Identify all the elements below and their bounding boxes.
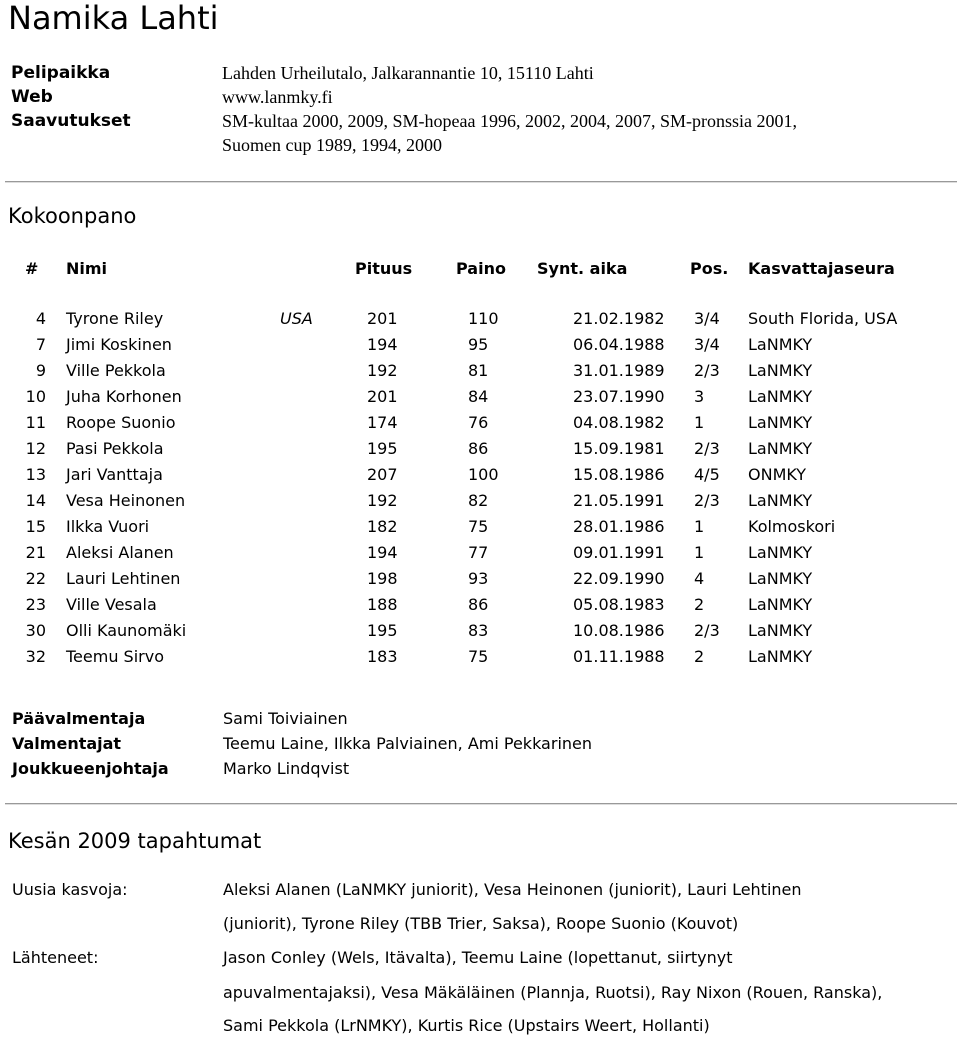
player-club: LaNMKY — [748, 335, 813, 354]
player-position: 2/3 — [694, 491, 720, 510]
table-row — [0, 566, 960, 592]
player-number: 14 — [25, 491, 46, 510]
col-header-height: Pituus — [355, 259, 413, 278]
player-nationality: USA — [280, 309, 313, 328]
player-weight: 95 — [468, 335, 489, 354]
staff-value-team-manager: Marko Lindqvist — [223, 759, 350, 778]
player-weight: 83 — [468, 621, 489, 640]
staff-label-head-coach: Päävalmentaja — [12, 709, 146, 728]
player-number: 7 — [35, 335, 46, 354]
new-players-label: Uusia kasvoja: — [12, 880, 128, 899]
departed-players-line-3: Sami Pekkola (LrNMKY), Kurtis Rice (Upstairs Weert, Hollanti) — [223, 1016, 710, 1035]
player-position: 2 — [694, 647, 705, 666]
player-height: 182 — [367, 517, 398, 536]
table-row — [0, 514, 960, 540]
player-weight: 110 — [468, 309, 499, 328]
player-height: 195 — [367, 621, 398, 640]
staff-label-coaches: Valmentajat — [12, 734, 122, 753]
player-birthdate: 23.07.1990 — [573, 387, 665, 406]
player-name: Aleksi Alanen — [66, 543, 174, 562]
staff-value-coaches: Teemu Laine, Ilkka Palviainen, Ami Pekkarinen — [223, 734, 593, 753]
player-birthdate: 22.09.1990 — [573, 569, 665, 588]
player-weight: 84 — [468, 387, 489, 406]
player-position: 2 — [694, 595, 705, 614]
info-value-achievements-line-2: Suomen cup 1989, 1994, 2000 — [222, 135, 442, 155]
table-row — [0, 436, 960, 462]
table-row — [0, 410, 960, 436]
player-number: 10 — [25, 387, 46, 406]
player-number: 32 — [25, 647, 46, 666]
table-row — [0, 592, 960, 618]
player-name: Ville Vesala — [66, 595, 157, 614]
player-club: LaNMKY — [748, 569, 813, 588]
player-position: 3 — [694, 387, 705, 406]
player-weight: 100 — [468, 465, 499, 484]
player-position: 4 — [694, 569, 705, 588]
info-value-web[interactable]: www.lanmky.fi — [222, 87, 333, 107]
col-header-club: Kasvattajaseura — [748, 259, 895, 278]
player-name: Olli Kaunomäki — [66, 621, 187, 640]
player-weight: 82 — [468, 491, 489, 510]
player-position: 1 — [694, 413, 705, 432]
player-birthdate: 05.08.1983 — [573, 595, 665, 614]
summer-heading: Kesän 2009 tapahtumat — [8, 829, 262, 853]
player-name: Lauri Lehtinen — [66, 569, 181, 588]
player-weight: 77 — [468, 543, 489, 562]
player-club: LaNMKY — [748, 387, 813, 406]
player-position: 1 — [694, 517, 705, 536]
player-name: Vesa Heinonen — [66, 491, 186, 510]
table-row — [0, 306, 960, 332]
player-club: LaNMKY — [748, 647, 813, 666]
player-position: 2/3 — [694, 439, 720, 458]
player-number: 15 — [25, 517, 46, 536]
player-number: 4 — [35, 309, 46, 328]
player-club: LaNMKY — [748, 439, 813, 458]
player-name: Ville Pekkola — [66, 361, 166, 380]
player-weight: 86 — [468, 595, 489, 614]
new-players-line-2: (juniorit), Tyrone Riley (TBB Trier, Saksa), Roope Suonio (Kouvot) — [223, 914, 739, 933]
col-header-name: Nimi — [66, 259, 108, 278]
col-header-number: # — [25, 259, 39, 278]
table-row — [0, 540, 960, 566]
col-header-position: Pos. — [690, 259, 729, 278]
player-club: LaNMKY — [748, 543, 813, 562]
info-label-web: Web — [11, 87, 53, 107]
table-row — [0, 332, 960, 358]
table-row — [0, 644, 960, 670]
player-birthdate: 21.02.1982 — [573, 309, 665, 328]
player-name: Juha Korhonen — [66, 387, 182, 406]
player-name: Pasi Pekkola — [66, 439, 164, 458]
info-value-achievements-line-1: SM-kultaa 2000, 2009, SM-hopeaa 1996, 2002, 2004, 2007, SM-pronssia 2001, — [222, 111, 797, 131]
player-club: LaNMKY — [748, 621, 813, 640]
player-birthdate: 01.11.1988 — [573, 647, 665, 666]
table-row — [0, 488, 960, 514]
player-position: 3/4 — [694, 335, 720, 354]
player-height: 174 — [367, 413, 398, 432]
player-birthdate: 10.08.1986 — [573, 621, 665, 640]
player-number: 12 — [25, 439, 46, 458]
info-label-venue: Pelipaikka — [11, 63, 111, 83]
player-name: Tyrone Riley — [66, 309, 164, 328]
player-weight: 86 — [468, 439, 489, 458]
divider — [5, 803, 957, 804]
departed-players-label: Lähteneet: — [12, 948, 99, 967]
player-number: 22 — [25, 569, 46, 588]
player-position: 1 — [694, 543, 705, 562]
player-height: 194 — [367, 543, 398, 562]
player-number: 21 — [25, 543, 46, 562]
table-row — [0, 462, 960, 488]
player-birthdate: 09.01.1991 — [573, 543, 665, 562]
player-height: 188 — [367, 595, 398, 614]
info-label-achievements: Saavutukset — [11, 111, 131, 131]
staff-value-head-coach: Sami Toiviainen — [223, 709, 348, 728]
player-name: Jimi Koskinen — [66, 335, 172, 354]
player-height: 183 — [367, 647, 398, 666]
player-position: 4/5 — [694, 465, 720, 484]
player-club: LaNMKY — [748, 361, 813, 380]
player-number: 11 — [25, 413, 46, 432]
new-players-line-1: Aleksi Alanen (LaNMKY juniorit), Vesa Heinonen (juniorit), Lauri Lehtinen — [223, 880, 802, 899]
player-birthdate: 21.05.1991 — [573, 491, 665, 510]
player-height: 198 — [367, 569, 398, 588]
player-club: Kolmoskori — [748, 517, 836, 536]
player-weight: 81 — [468, 361, 489, 380]
player-club: LaNMKY — [748, 413, 813, 432]
player-weight: 75 — [468, 517, 489, 536]
divider — [5, 181, 957, 182]
player-birthdate: 15.08.1986 — [573, 465, 665, 484]
player-height: 192 — [367, 491, 398, 510]
table-row — [0, 618, 960, 644]
staff-label-team-manager: Joukkueenjohtaja — [12, 759, 169, 778]
player-height: 207 — [367, 465, 398, 484]
player-height: 194 — [367, 335, 398, 354]
player-number: 30 — [25, 621, 46, 640]
player-club: ONMKY — [748, 465, 807, 484]
player-club: South Florida, USA — [748, 309, 898, 328]
page-title: Namika Lahti — [8, 0, 219, 37]
info-value-venue: Lahden Urheilutalo, Jalkarannantie 10, 15110 Lahti — [222, 63, 594, 83]
player-position: 2/3 — [694, 621, 720, 640]
player-club: LaNMKY — [748, 491, 813, 510]
player-height: 192 — [367, 361, 398, 380]
table-row — [0, 384, 960, 410]
table-row — [0, 358, 960, 384]
player-position: 3/4 — [694, 309, 720, 328]
player-birthdate: 04.08.1982 — [573, 413, 665, 432]
col-header-weight: Paino — [456, 259, 506, 278]
player-name: Roope Suonio — [66, 413, 176, 432]
player-height: 195 — [367, 439, 398, 458]
player-name: Teemu Sirvo — [66, 647, 164, 666]
player-number: 13 — [25, 465, 46, 484]
player-birthdate: 15.09.1981 — [573, 439, 665, 458]
player-birthdate: 31.01.1989 — [573, 361, 665, 380]
player-position: 2/3 — [694, 361, 720, 380]
player-name: Ilkka Vuori — [66, 517, 150, 536]
player-height: 201 — [367, 309, 398, 328]
player-weight: 76 — [468, 413, 489, 432]
player-club: LaNMKY — [748, 595, 813, 614]
player-weight: 75 — [468, 647, 489, 666]
player-number: 23 — [25, 595, 46, 614]
departed-players-line-2: apuvalmentajaksi), Vesa Mäkäläinen (Plannja, Ruotsi), Ray Nixon (Rouen, Ranska), — [223, 983, 883, 1002]
player-birthdate: 06.04.1988 — [573, 335, 665, 354]
player-number: 9 — [35, 361, 46, 380]
player-birthdate: 28.01.1986 — [573, 517, 665, 536]
col-header-birthdate: Synt. aika — [537, 259, 628, 278]
player-weight: 93 — [468, 569, 489, 588]
roster-heading: Kokoonpano — [8, 204, 137, 228]
player-name: Jari Vanttaja — [66, 465, 163, 484]
player-height: 201 — [367, 387, 398, 406]
departed-players-line-1: Jason Conley (Wels, Itävalta), Teemu Laine (lopettanut, siirtynyt — [223, 948, 733, 967]
